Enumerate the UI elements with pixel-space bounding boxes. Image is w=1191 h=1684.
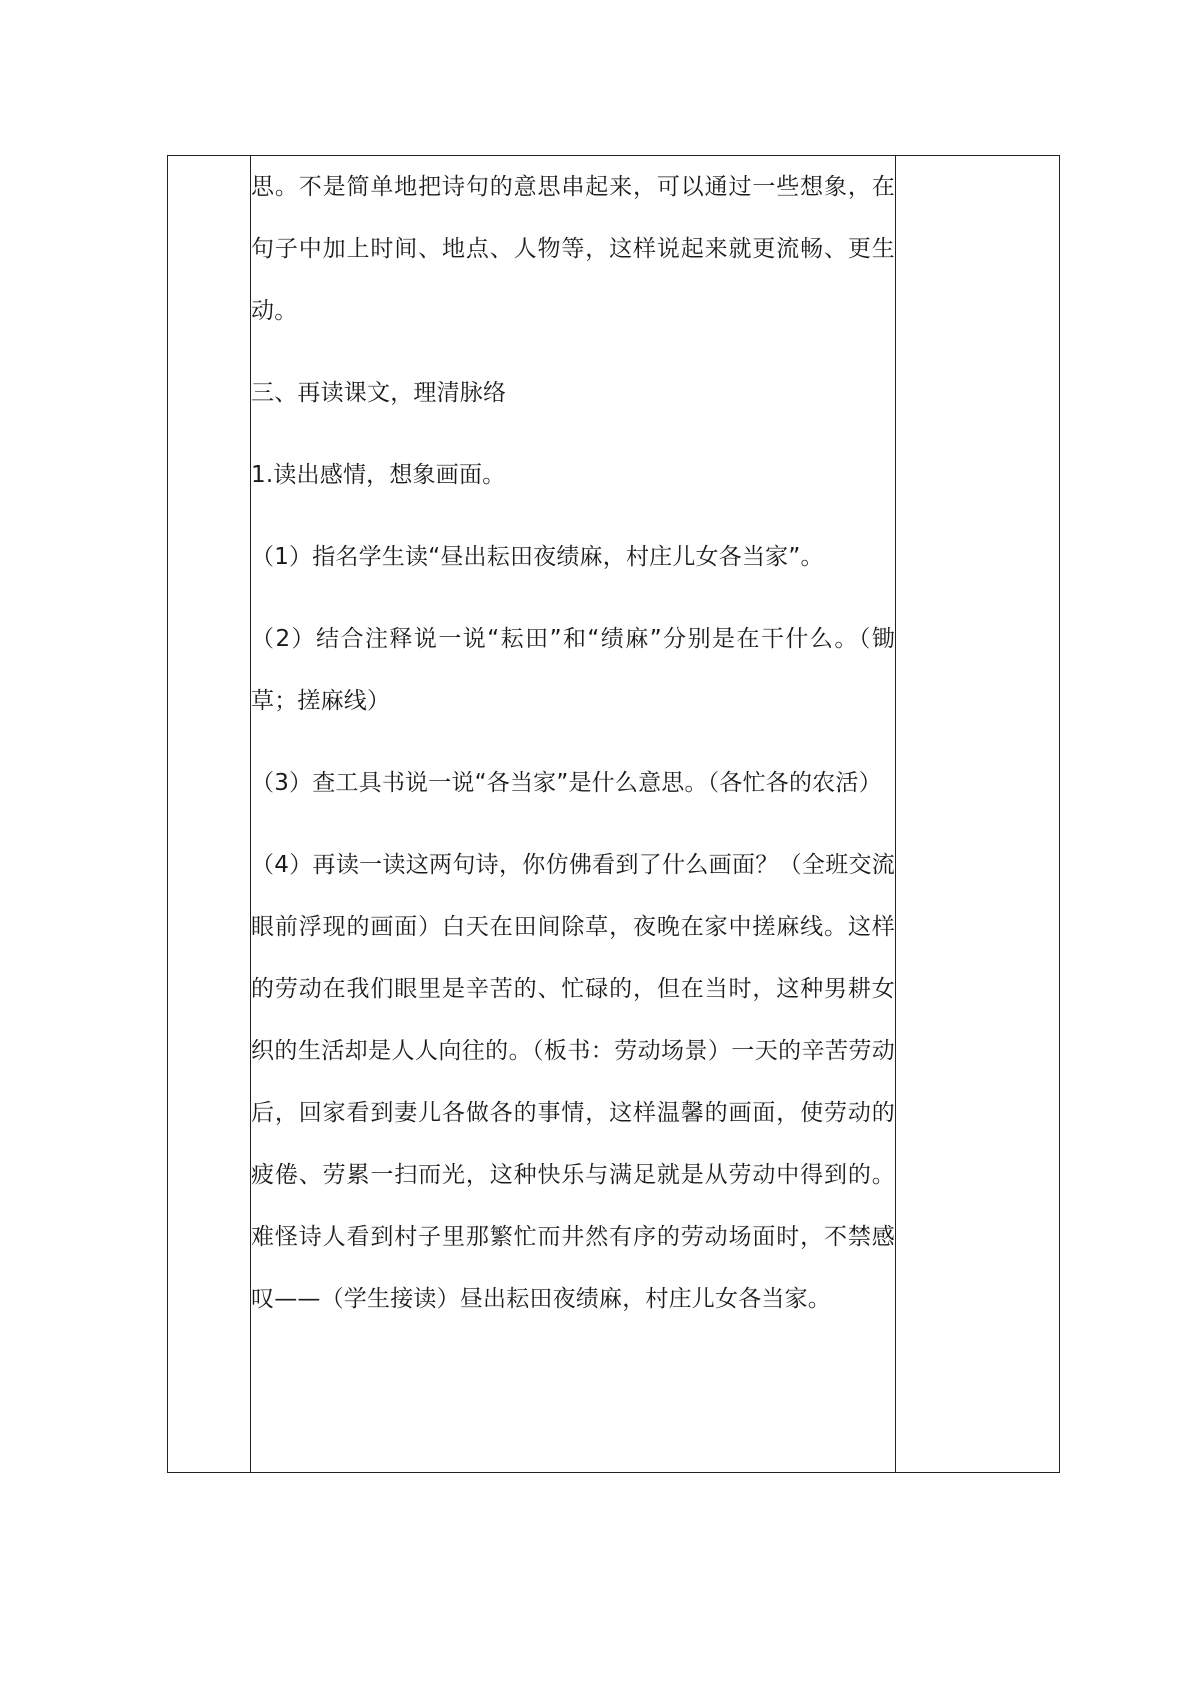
lesson-plan-table [167,155,1060,1473]
paragraph-continued-explanation: 思。不是简单地把诗句的意思串起来，可以通过一些想象，在句子中加上时间、地点、人物等，这样说起来就更流畅、更生动。 [251,174,895,324]
content-cell [251,156,896,1473]
step-item-1: （1）指名学生读“昼出耘田夜绩麻，村庄儿女各当家”。 [251,544,824,570]
right-blank-cell [896,156,1060,1473]
step-item-2: （2）结合注释说一说“耘田”和“绩麻”分别是在干什么。（锄草；搓麻线） [251,626,895,714]
step-heading-read-emotion: 1.读出感情，想象画面。 [251,462,506,488]
step-item-3: （3）查工具书说一说“各当家”是什么意思。（各忙各的农活） [251,770,882,796]
step-item-4: （4）再读一读这两句诗，你仿佛看到了什么画面？（全班交流眼前浮现的画面）白天在田间除草，夜晚在家中搓麻线。这样的劳动在我们眼里是辛苦的、忙碌的，但在当时，这种男耕女织的生活却是人人向往的。（板书：劳动场景）一天的辛苦劳动后，回家看到妻儿各做各的事情，这样温馨的画面，使劳动的疲倦、劳累一扫而光，这种快乐与满足就是从劳动中得到的。难怪诗人看到村子里那繁忙而井然有序的劳动场面时，不禁感叹——（学生接读）昼出耘田夜绩麻，村庄儿女各当家。 [251,852,895,1312]
section-heading-reread: 三、再读课文，理清脉络 [251,380,507,406]
left-blank-cell [168,156,251,1473]
table-row [168,156,1060,1473]
